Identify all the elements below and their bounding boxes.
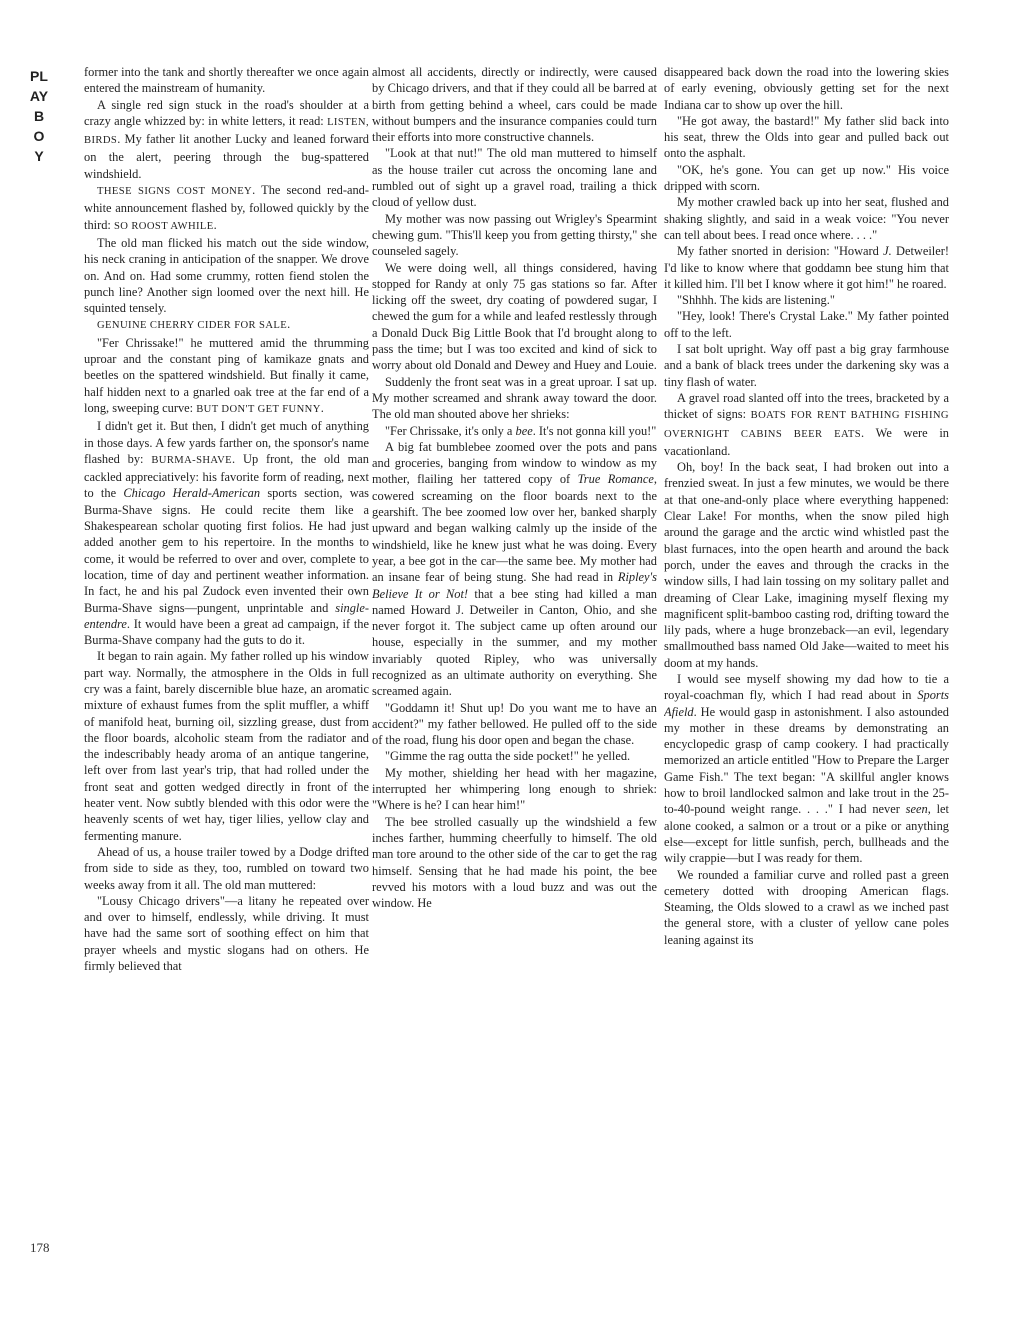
- paragraph: A gravel road slanted off into the trees, bracketed by a thicket of signs: BOATS FOR RENT BATHING FISHING OVERNIGHT CABINS BEER EATS. We were in vacationland.: [664, 390, 949, 458]
- paragraph: almost all accidents, directly or indirectly, were caused by Chicago drivers, and that if they could all be barred at birth from getting behind a wheel, cars could be made without bumpers and the insurance companies could turn their efforts into more constructive channels.: [372, 65, 657, 145]
- paragraph: A single red sign stuck in the road's shoulder at a crazy angle whizzed by: in white letters, it read: LISTEN, BIRDS. My father lit another Lucky and leaned forward on the alert, peering through the bug-spattered windshield.: [84, 97, 369, 181]
- paragraph: It began to rain again. My father rolled up his window part way. Normally, the atmosphere in the Olds in full cry was a faint, barely discernible blue haze, an aromatic mixture of exhaust fumes from the split muffler, a whiff of manifold heat, burning oil, sizzling grease, dust from the floor boards, alcoholic steam from the radiator and the indescribably heady aroma of an antique tangerine, left over from last year's trip, that had rolled under the front seat and gotten wedged directly in front of the heater vent. Now subtly blended with this odor were the heavenly scents of wet hay, tiger lilies, yellow clay and fermenting manure.: [84, 649, 369, 843]
- paragraph: "Look at that nut!" The old man muttered to himself as the house trailer cut across the oncoming lane and rumbled out of sight up a gravel road, trailing a thick cloud of yellow dust.: [372, 146, 657, 210]
- paragraph: "Hey, look! There's Crystal Lake." My father pointed off to the left.: [664, 309, 949, 340]
- paragraph: I would see myself showing my dad how to tie a royal-coachman fly, which I had read about in Sports Afield. He would gasp in astonishment. I also astounded my mother in these dreams by demonstrating an encyclopedic grasp of camp cookery. I had practically memorized an article entitled "How to Prepare the Larger Game Fish." The text began: "A skillful angler knows how to broil landlocked salmon and lake trout in the 25-to-40-pound weight range. . . ." I had never seen, let alone cooked, a salmon or a trout or a pike or anything else—except for little sunfish, perch, bullheads and the wily crappie—but I was ready for them.: [664, 671, 949, 866]
- paragraph: Suddenly the front seat was in a great uproar. I sat up. My mother screamed and shrank away toward the door. The old man shouted above her shrieks:: [372, 374, 657, 422]
- paragraph: "He got away, the bastard!" My father slid back into his seat, threw the Olds into gear and pulled back out onto the asphalt.: [664, 113, 949, 161]
- article-column-2: [372, 64, 657, 1264]
- magazine-masthead-vertical: PLAYBOY: [29, 68, 49, 164]
- paragraph: My mother crawled back up into her seat, flushed and shaking slightly, and said in a weak voice: "You never can tell about bees. I read once where. . . .": [664, 195, 949, 242]
- paragraph: I didn't get it. But then, I didn't get much of anything in those days. A few yards farther on, the sponsor's name flashed by: BURMA-SHAVE. Up front, the old man cackled appreciatively: his favorite form of reading, next to the Chicago Herald-American sports section, was Burma-Shave signs. He could recite them like a Shakespearean scholar quoting first folios. He had just added another gem to his repertoire. In the months to come, it would be referred to over and over, complete to location, time of day and pertinent weather information. In fact, he and his pal Zudock even invented their own Burma-Shave signs—pungent, unprintable and single-entendre. It would have been a great ad campaign, if the Burma-Shave company had the guts to do it.: [84, 419, 369, 648]
- paragraph: disappeared back down the road into the lowering skies of early evening, obviously getting set for the next Indiana car to show up over the hill.: [664, 65, 949, 112]
- paragraph: Ahead of us, a house trailer towed by a Dodge drifted from side to side as they, too, rumbled on toward two weeks away from it all. The old man muttered:: [84, 844, 369, 892]
- paragraph: "Gimme the rag outta the side pocket!" he yelled.: [385, 749, 631, 764]
- paragraph: The bee strolled casually up the windshield a few inches farther, humming cheerfully to himself. The old man tore around to the other side of the car to get the rag himself. Sensing that he had made his point, the bee revved his motors with a loud buzz and was out the window. He: [372, 814, 657, 911]
- paragraph: A big fat bumblebee zoomed over the pots and pans and groceries, banging from window to window as my mother, flailing her tattered copy of True Romance, cowered screaming on the floor boards next to the gearshift. The bee zoomed low over her, banked sharply upward and began walking calmly up the inside of the windshield, like he knew just what he was doing. Every year, a bee got in the car—the same bee. My mother had an insane fear of being stung. She had read in Ripley's Believe It or Not! that a bee sting had killed a man named Howard J. Detweiler in Canton, Ohio, and she never forgot it. The subject came up often around our house, especially in the summer, and my mother invariably quoted Ripley, who was universally recognized as an ultimate authority on everything. She screamed again.: [372, 439, 657, 699]
- page-number: 178: [30, 1240, 50, 1255]
- italic-text: J.: [883, 244, 892, 259]
- italic-text: Chicago Herald-American: [123, 486, 261, 501]
- paragraph: My father snorted in derision: "Howard J. Detweiler! I'd like to know where that goddamn bee stung him that it killed him. I'll bet I know where it got him!" he roared.: [664, 244, 949, 291]
- paragraph: I sat bolt upright. Way off past a big gray farmhouse and a bank of black trees under the darkening sky was a tiny flash of water.: [664, 342, 949, 389]
- paragraph: "Goddamn it! Shut up! Do you want me to have an accident?" my father bellowed. He pulled off to the side of the road, flung his door open and began the chase.: [372, 700, 657, 748]
- paragraph: "Fer Chrissake, it's only a bee. It's not gonna kill you!": [385, 423, 657, 438]
- sign-text: THESE SIGNS COST MONEY: [97, 186, 253, 198]
- paragraph: My mother was now passing out Wrigley's Spearmint chewing gum. "This'll keep you from getting thirsty," she counseled sagely.: [372, 211, 657, 259]
- paragraph: We were doing well, all things considered, having stopped for Randy at only 75 gas stations so far. After licking off the sweet, dry coating of powdered sugar, I chewed the gum for a while and leafed restlessly through a Donald Duck Big Little Book that I'd brought along to pass the time; but I was too excited and kind of sick to worry about old Donald and Dewey and Huey and Louie.: [372, 260, 657, 373]
- paragraph: The old man flicked his match out the side window, his neck craning in anticipation of the snapper. We drove on. And on. Had some crummy, rotten fiend stolen the punch line? Another sign loomed over the next hill. He squinted tensely.: [84, 235, 369, 316]
- paragraph: THESE SIGNS COST MONEY. The second red-and-white announcement flashed by, followed quickly by the third: SO ROOST AWHILE.: [84, 183, 369, 232]
- paragraph: "Fer Chrissake!" he muttered amid the thrumming uproar and the constant ping of kamikaze gnats and beetles on the spattered windshield. But finally it came, half hidden next to a gnarled oak tree at the far end of a long, sweeping curve: BUT DON'T GET FUNNY.: [84, 335, 369, 415]
- paragraph: Oh, boy! In the back seat, I had broken out into a frenzied sweat. In just a few minutes, we would be there at that one-and-only place where everything happened: Clear Lake! For months, when the snow piled high around the garage and the arctic wind whistled past the blast furnaces, into the open hearth and around the back porch, under the eaves and through the cracks in the window sills, I had lain tossing on my solitary pallet and dreaming of Clear Lake, imagining myself flexing my magnificent split-bamboo casting rod, drifting toward the lily pads, where a huge bronzeback—an evil, legendary smallmouthed bass named Old Jake—waited to meet his doom at my hands.: [664, 460, 949, 670]
- sign-text: LISTEN, BIRDS: [84, 116, 369, 147]
- paragraph: "OK, he's gone. You can get up now." His voice dripped with scorn.: [664, 162, 949, 194]
- article-column-3: [664, 64, 949, 1264]
- sign-text: GENUINE CHERRY CIDER FOR SALE: [97, 320, 288, 332]
- paragraph: We rounded a familiar curve and rolled past a green cemetery dotted with drooping American flags. Steaming, the Olds slowed to a crawl as we inched past the general store, with a cluster of yellow cane poles leaning against its: [664, 867, 949, 947]
- sign-text: BURMA-SHAVE: [151, 454, 233, 466]
- paragraph: former into the tank and shortly thereafter we once again entered the mainstream of humanity.: [84, 65, 369, 96]
- paragraph: "Lousy Chicago drivers"—a litany he repeated over and over to himself, endlessly, while driving. It must have had the same sort of soothing effect on him that prayer wheels and mystic slogans had on others. He firmly believed that: [84, 893, 369, 974]
- paragraph: "Shhhh. The kids are listening.": [677, 293, 835, 308]
- paragraph: My mother, shielding her head with her magazine, interrupted her whimpering long enough to shriek: "Where is he? I can hear him!": [372, 765, 657, 813]
- italic-text: bee: [515, 423, 533, 438]
- paragraph: GENUINE CHERRY CIDER FOR SALE.: [97, 317, 291, 332]
- italic-text: single-entendre: [84, 600, 369, 631]
- italic-text: seen: [905, 802, 928, 817]
- sign-text: BUT DON'T GET FUNNY: [196, 403, 321, 415]
- sign-text: SO ROOST AWHILE: [113, 220, 214, 232]
- article-column-1: [84, 64, 369, 1264]
- italic-text: Ripley's Believe It or Not!: [372, 570, 657, 601]
- sign-text: BOATS FOR RENT BATHING FISHING OVERNIGHT CABINS BEER EATS: [664, 410, 949, 440]
- italic-text: Sports Afield: [664, 688, 949, 719]
- italic-text: True Romance: [577, 472, 654, 487]
